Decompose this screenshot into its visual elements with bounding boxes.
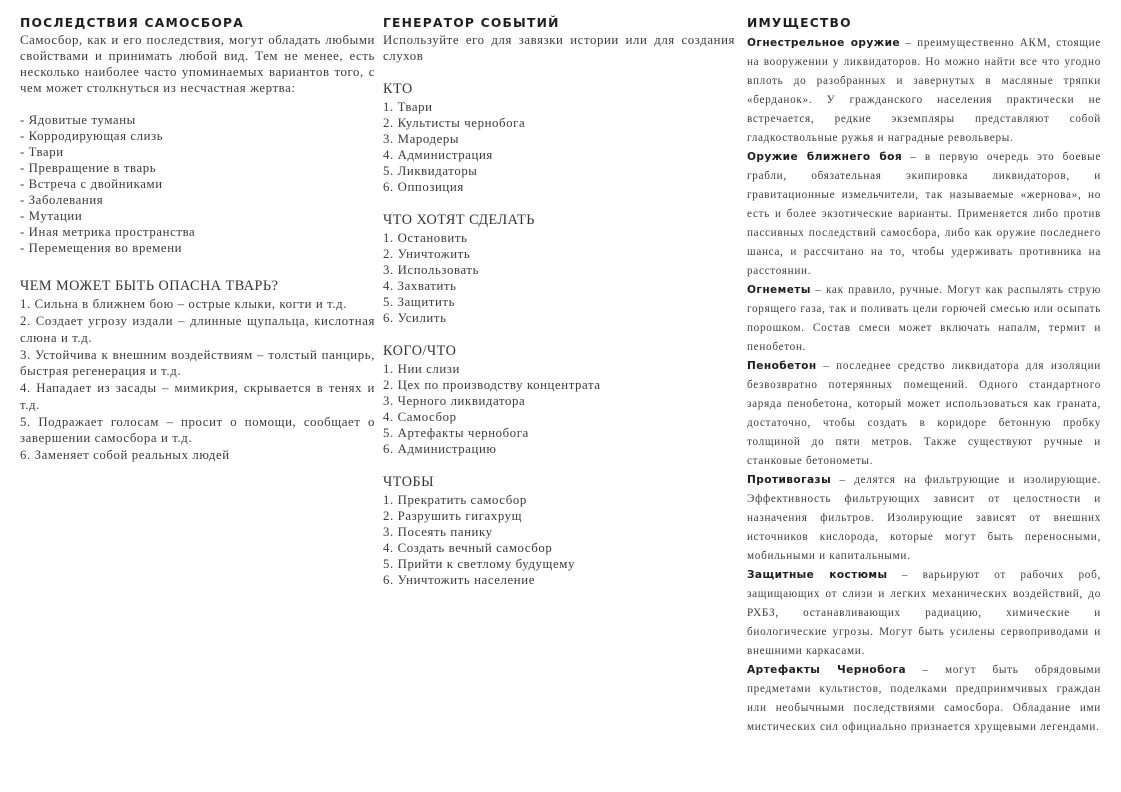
whom-list [383, 361, 735, 457]
list-item: 3. Устойчива к внешним воздействиям – толстый панцирь, быстрая регенерация и т.д. [20, 347, 375, 378]
list-item: 2. Цех по производству концентрата [383, 378, 601, 392]
property-name: Защитные костюмы [747, 569, 888, 581]
danger-title: ЧЕМ МОЖЕТ БЫТЬ ОПАСНА ТВАРЬ? [20, 278, 279, 294]
list-item: 6. Заменяет собой реальных людей [20, 448, 230, 462]
property-name: Оружие ближнего боя [747, 151, 903, 163]
who-title: КТО [383, 81, 413, 97]
consequences-intro: Самосбор, как и его последствия, могут обладать любыми свойствами и принимать любой вид. Тем не менее, есть несколько наиболее часто упоминаемых вариантов того, с чем может столкнуться из несчастная жертва: [20, 33, 375, 95]
property-text: – преимущественно АКМ, стоящие на вооружении у ликвидаторов. Но можно найти все что угодно вплоть до разобранных и завернутых в масляные тряпки «берданок». У гражданского населения практически не встречается, редкие экземпляры представляют собой гладкоствольные ружья и наградные револьверы. [747, 37, 1101, 144]
list-item: 3. Использовать [383, 263, 480, 277]
property-name: Огнестрельное оружие [747, 37, 901, 49]
property-text: – как правило, ручные. Могут как распылять струю горящего газа, так и поливать цели горючей смесью или осыпать порошком. Состав смеси может включать напалм, термит и пенобетон. [747, 284, 1101, 353]
property-item [747, 148, 1101, 281]
list-item: - Перемещения во времени [20, 241, 183, 255]
section-title-event-generator: ГЕНЕРАТОР СОБЫТИЙ [383, 16, 560, 30]
property-name: Противогазы [747, 474, 832, 486]
property-text: – в первую очередь это боевые грабли, обязательная экипировка ликвидаторов, и гравитационные измельчители, так называемые «жернова», но есть и более экзотические варианты. Применяется либо против пассивных последствий самосбора, либо как оружие последнего шанса, и рассчитано на то, чтобы удерживать противника на расстоянии. [747, 151, 1101, 277]
list-item: 6. Усилить [383, 311, 447, 325]
list-item: 1. Твари [383, 100, 433, 114]
effects-list [20, 112, 375, 256]
list-item: 5. Прийти к светлому будущему [383, 557, 575, 571]
property-item [747, 661, 1101, 737]
section-title-consequences: ПОСЛЕДСТВИЯ САМОСБОРА [20, 16, 244, 30]
list-item: 5. Артефакты чернобога [383, 426, 529, 440]
list-item: 6. Администрацию [383, 442, 497, 456]
list-item: - Заболевания [20, 193, 104, 207]
column-event-generator [383, 14, 735, 588]
list-item: - Твари [20, 145, 64, 159]
column-consequences [20, 14, 375, 464]
list-item: 4. Нападает из засады – мимикрия, скрывается в тенях и т.д. [20, 381, 375, 412]
goal-list [383, 492, 735, 588]
list-item: 3. Черного ликвидатора [383, 394, 526, 408]
list-item: - Мутации [20, 209, 83, 223]
list-item: - Иная метрика пространства [20, 225, 196, 239]
who-list [383, 99, 735, 195]
list-item: 2. Уничтожить [383, 247, 471, 261]
want-list [383, 230, 735, 326]
list-item: 4. Захватить [383, 279, 457, 293]
list-item: 1. Прекратить самосбор [383, 493, 527, 507]
list-item: 4. Создать вечный самосбор [383, 541, 553, 555]
property-name: Пенобетон [747, 360, 817, 372]
property-text: – варьируют от рабочих роб, защищающих от слизи и легких механических воздействий, до РХБЗ, останавливающих радиацию, химические и биологические угрозы. Могут быть усилены сервоприводами и внешними каркасами. [747, 569, 1101, 657]
property-item [747, 471, 1101, 566]
want-title: ЧТО ХОТЯТ СДЕЛАТЬ [383, 212, 535, 228]
event-generator-intro: Используйте его для завязки истории или для создания слухов [383, 33, 735, 63]
list-item: 2. Разрушить гигахрущ [383, 509, 523, 523]
list-item: 1. Остановить [383, 231, 468, 245]
property-item [747, 566, 1101, 661]
list-item: - Ядовитые туманы [20, 113, 136, 127]
list-item: 2. Культисты чернобога [383, 116, 526, 130]
list-item: 6. Оппозиция [383, 180, 464, 194]
property-text: – делятся на фильтрующие и изолирующие. Эффективность фильтрующих зависит от целостности и назначения фильтров. Изолирующие зависят от внешних источников кислорода, которые могут быть переносными, мобильными и капитальными. [747, 474, 1101, 562]
list-item: 5. Подражает голосам – просит о помощи, сообщает о завершении самосбора и т.д. [20, 414, 375, 445]
property-item [747, 34, 1101, 148]
list-item: - Встреча с двойниками [20, 177, 163, 191]
list-item: 5. Ликвидаторы [383, 164, 478, 178]
list-item: 4. Самосбор [383, 410, 457, 424]
list-item: - Превращение в тварь [20, 161, 157, 175]
property-name: Огнеметы [747, 284, 811, 296]
column-property [747, 14, 1101, 737]
property-text: – последнее средство ликвидатора для изоляции безвозвратно потерянных помещений. Одного стандартного заряда пенобетона, который может использоваться как граната, достаточно, чтобы создать в коридоре бетонную пробку толщиной до пяти метров. Также существуют ручные и станковые бетонометы. [747, 360, 1101, 467]
section-title-property: ИМУЩЕСТВО [747, 16, 852, 30]
list-item: 4. Администрация [383, 148, 493, 162]
list-item: 2. Создает угрозу издали – длинные щупальца, кислотная слюна и т.д. [20, 314, 375, 345]
list-item: 3. Мародеры [383, 132, 460, 146]
list-item: 1. Сильна в ближнем бою – острые клыки, когти и т.д. [20, 297, 348, 311]
property-name: Артефакты Чернобога [747, 664, 907, 676]
list-item: 3. Посеять панику [383, 525, 493, 539]
danger-list [20, 296, 375, 464]
list-item: 5. Защитить [383, 295, 456, 309]
goal-title: ЧТОБЫ [383, 474, 434, 490]
whom-title: КОГО/ЧТО [383, 343, 457, 359]
property-item [747, 281, 1101, 357]
list-item: 6. Уничтожить население [383, 573, 535, 587]
property-text: – могут быть обрядовыми предметами культистов, поделками предприимчивых граждан или необычными последствиями самосбора. Обладание ими мистических сил официально признается хрущевыми легендами. [747, 664, 1102, 733]
list-item: - Корродирующая слизь [20, 129, 164, 143]
property-item [747, 357, 1101, 471]
list-item: 1. Нии слизи [383, 362, 460, 376]
